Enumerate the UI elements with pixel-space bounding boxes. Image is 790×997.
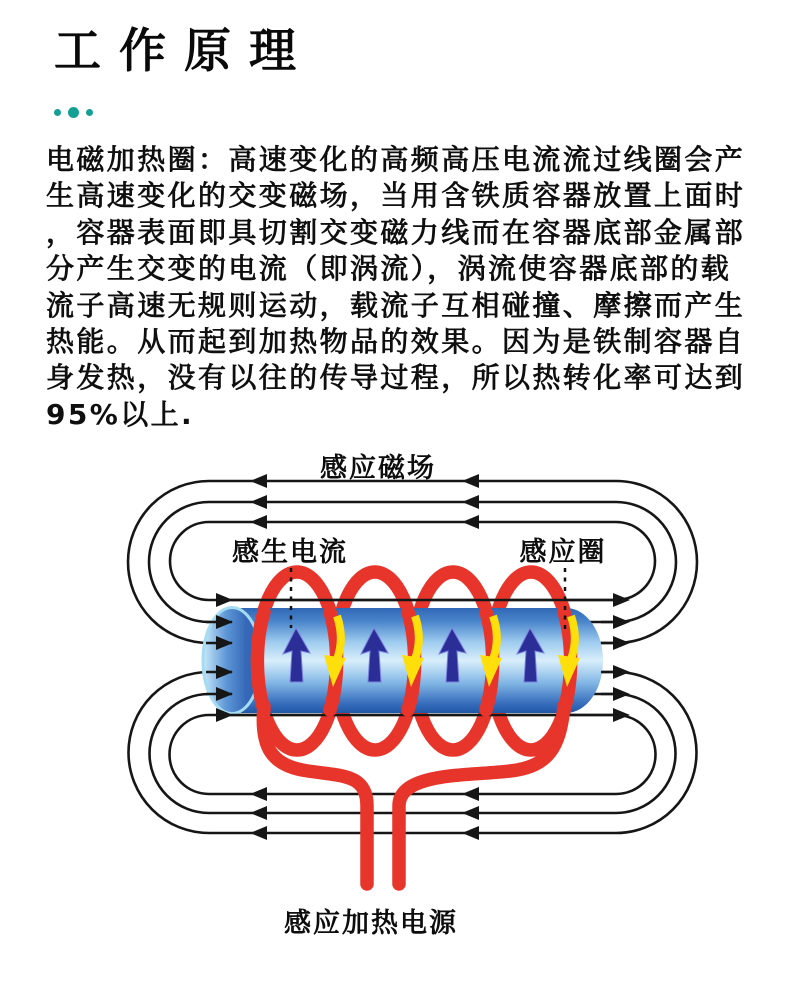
current-arrow-down — [571, 616, 575, 659]
field-arrowhead — [613, 708, 630, 722]
intro-line: ，容器表面即具切割交变磁力线而在容器底部金属部 — [46, 215, 746, 249]
field-arrowhead — [250, 474, 267, 488]
field-arrowhead — [462, 806, 479, 820]
field-arrowhead — [250, 495, 267, 509]
field-arrowhead — [613, 615, 630, 629]
field-arrowhead — [613, 665, 630, 679]
field-arrowhead — [216, 593, 233, 607]
intro-line: 分产生交变的电流（即涡流），涡流使容器底部的载 — [46, 252, 732, 286]
field-arrowhead — [462, 826, 479, 840]
label-induced-current: 感生电流 — [232, 537, 348, 568]
field-arrowhead — [613, 593, 630, 607]
field-arrowhead — [250, 787, 267, 801]
current-arrow-down — [493, 616, 497, 659]
field-arrowhead — [462, 474, 479, 488]
current-arrow-down — [337, 616, 341, 659]
current-arrow-down — [415, 616, 419, 659]
intro-line: 流子高速无规则运动，载流子互相碰撞、摩擦而产生 — [46, 288, 746, 322]
induction-heating-diagram — [0, 445, 790, 993]
field-arrowhead — [250, 515, 267, 529]
label-magnetic-field: 感应磁场 — [320, 453, 436, 484]
intro-line: 身发热，没有以往的传导过程，所以热转化率可达到 — [46, 361, 746, 395]
field-arrowhead — [462, 787, 479, 801]
intro-line: 95%以上. — [46, 397, 195, 431]
diagram-svg — [0, 445, 790, 993]
accent-dot — [54, 109, 61, 116]
accent-dots — [54, 103, 93, 121]
field-arrowhead — [462, 515, 479, 529]
accent-dot — [68, 107, 79, 118]
intro-line: 生高速变化的交变磁场，当用含铁质容器放置上面时 — [46, 179, 746, 213]
field-arrowhead — [250, 806, 267, 820]
page-title: 工作原理 — [54, 24, 314, 79]
field-arrowhead — [613, 636, 630, 650]
label-induction-coil: 感应圈 — [519, 537, 607, 568]
field-arrowhead — [462, 495, 479, 509]
field-arrowhead — [613, 687, 630, 701]
intro-paragraph — [46, 142, 766, 433]
field-arrowhead — [250, 826, 267, 840]
intro-line: 热能。从而起到加热物品的效果。因为是铁制容器自 — [46, 325, 746, 359]
label-power-source: 感应加热电源 — [284, 908, 458, 939]
intro-line: 电磁加热圈：高速变化的高频高压电流流过线圈会产 — [46, 143, 746, 176]
coil-front-strand — [257, 612, 264, 710]
accent-dot — [86, 109, 93, 116]
